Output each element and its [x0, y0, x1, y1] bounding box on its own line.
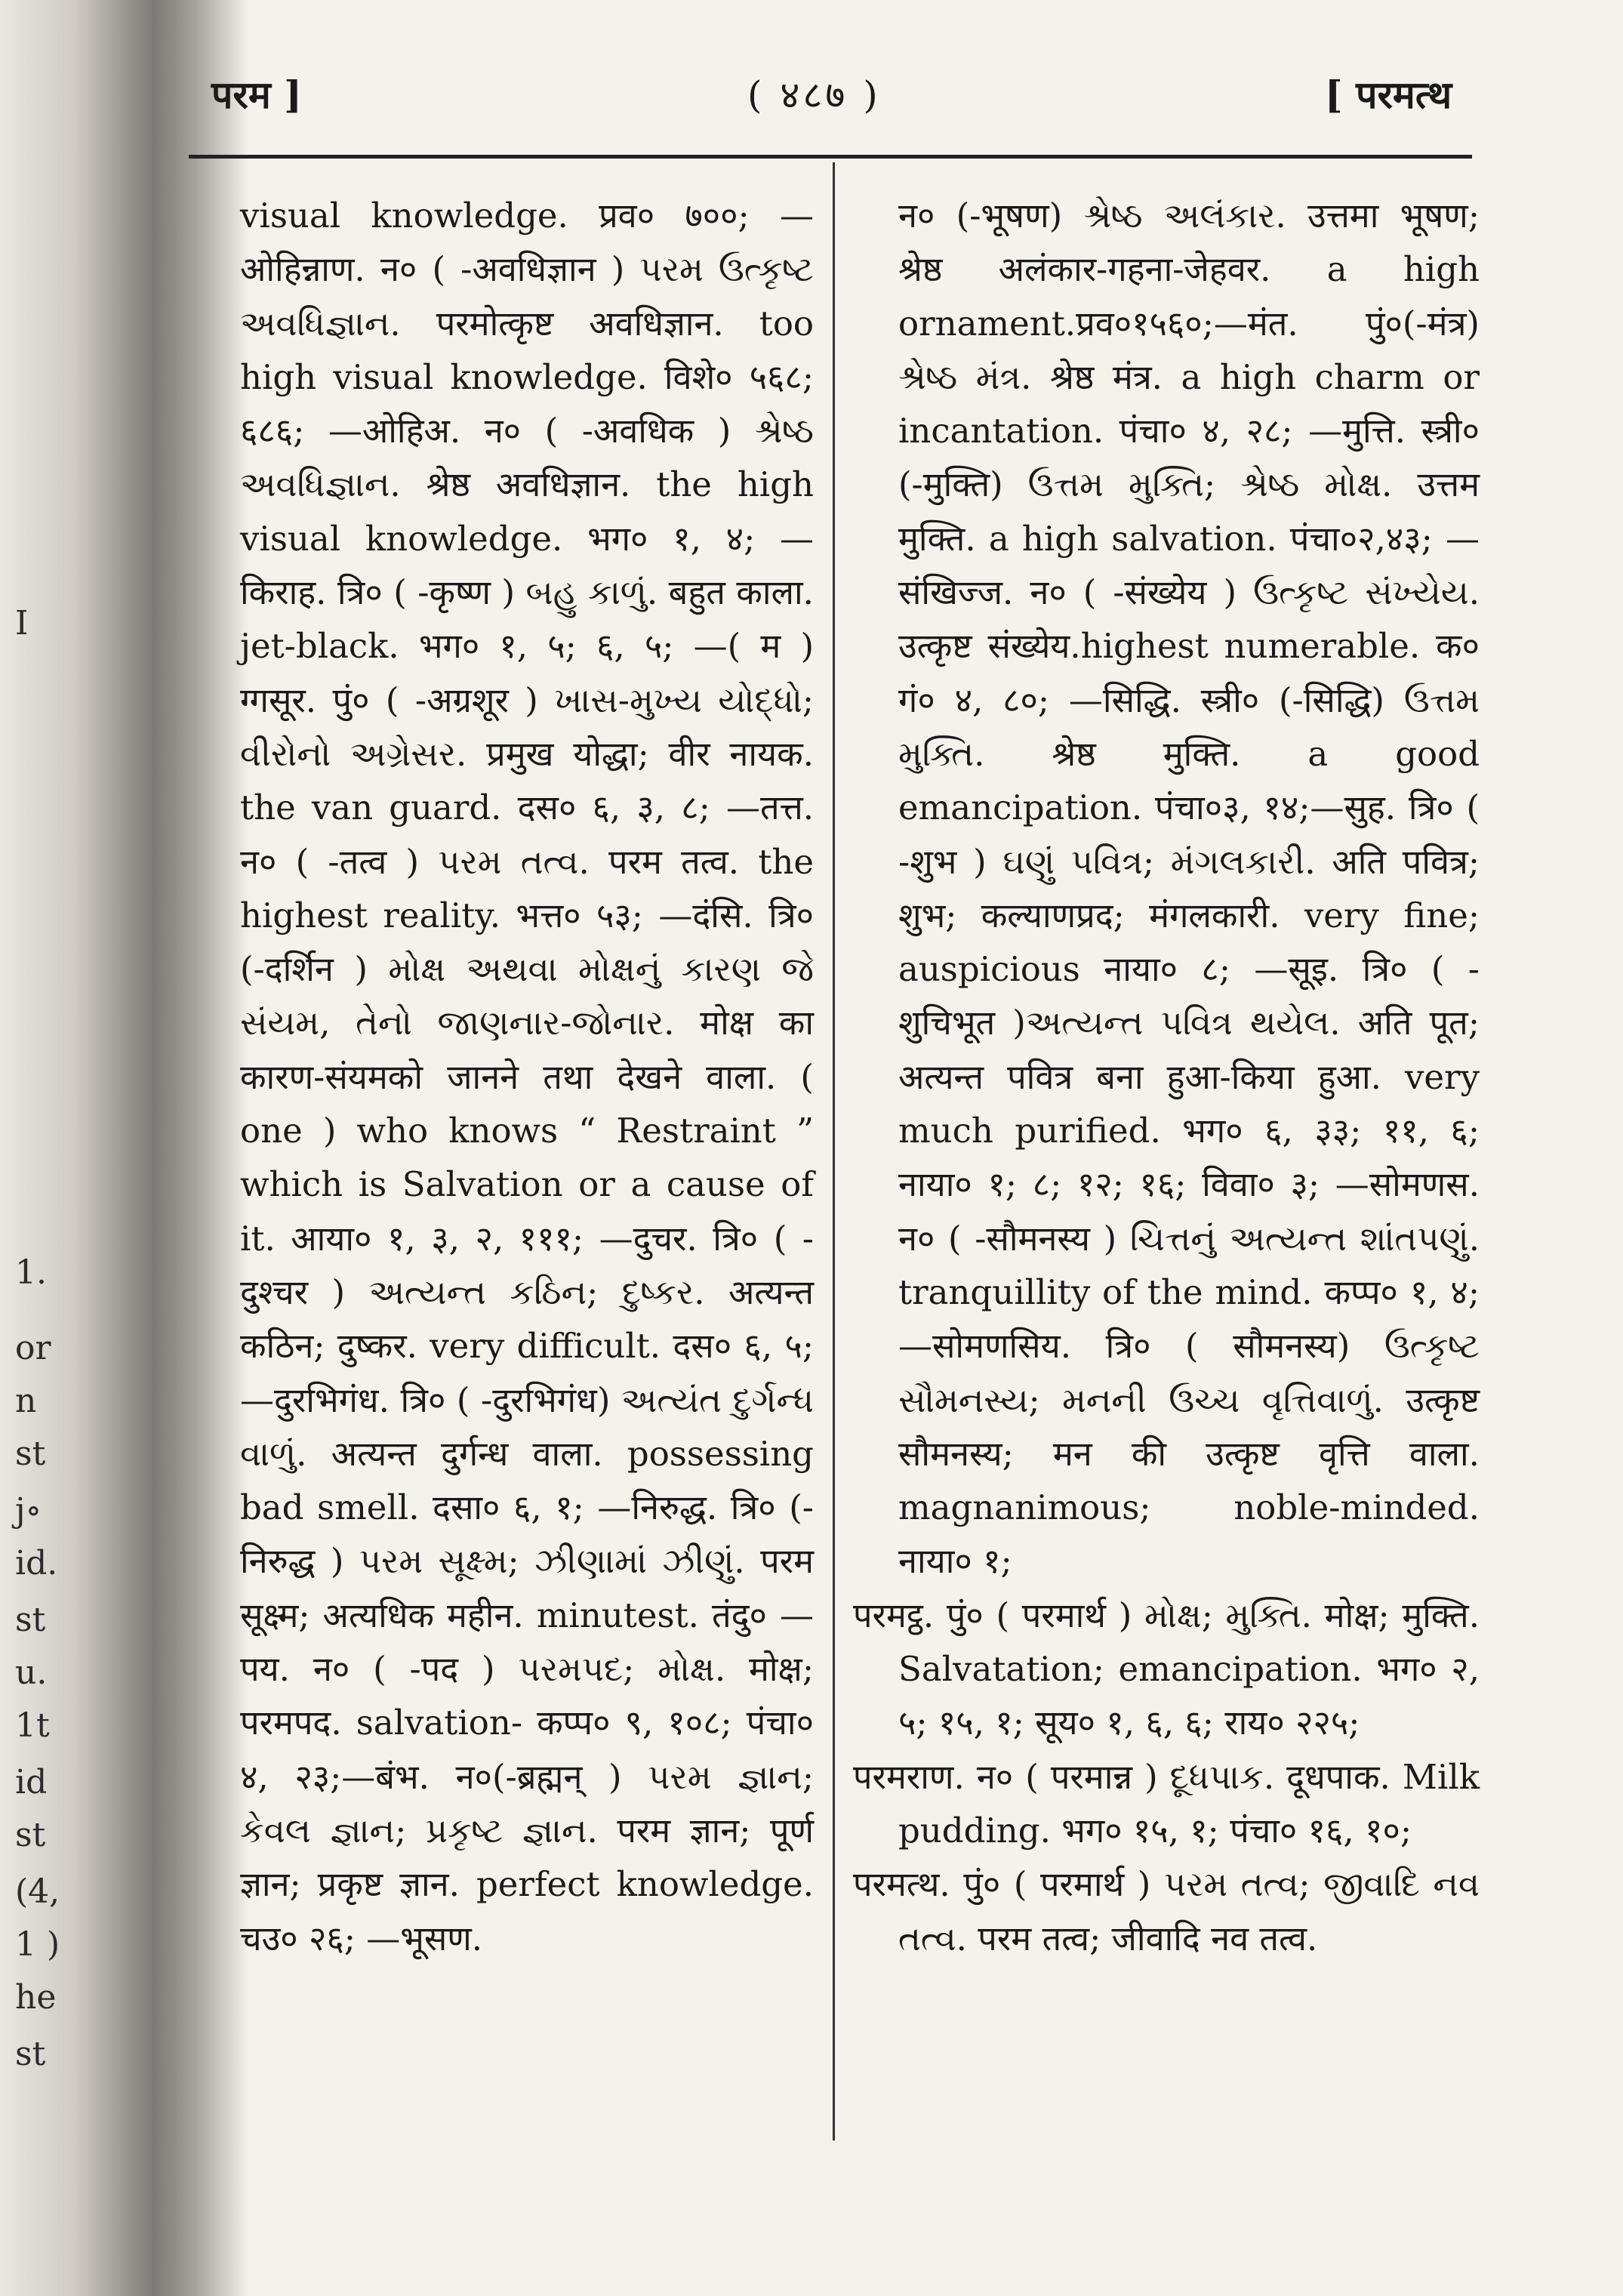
margin-fragment: I — [15, 604, 29, 643]
margin-fragment: id. — [15, 1544, 58, 1583]
margin-fragment: (4, — [15, 1872, 60, 1911]
margin-fragment: j∘ — [15, 1491, 42, 1530]
dictionary-entry: परमत्थ. पुं० ( परमार्थ ) પરમ તત્વ; જીવાદિ નવ તત્વ. परम तत्व; जीवादि नव तत्व. — [853, 1864, 1480, 1959]
header-left-headword: परम ] — [211, 72, 302, 117]
dictionary-text: न० (-भूषण) શ્રેષ્ઠ અલંકાર. उत्तमा भूषण; श्रेष्ठ अलंकार-गहना-जेहवर. a high ornament.प्रव०१५६०;—मंत. पुं०(-मंत्र) શ્રેષ્ઠ મંત્ર. श्रेष्ठ मंत्र. a high charm or incantation. पंचा० ४, २८; —मुत्ति. स्त्री० (-मुक्ति) ઉત્તમ મુક્તિ; શ્રેષ્ઠ મોક્ષ. उत्तम मुक्ति. a high salvation. पंचा०२,४३; —संखिज्ज. न० ( -संख्येय ) ઉત્કૃષ્ટ સંખ્યેય. उत्कृष्ट संख्येय.highest numerable. क० गं० ४, ८०; —सिद्धि. स्त्री० (-सिद्धि) ઉત્તમ મુક્તિ. श्रेष्ठ मुक्ति. a good emancipation. पंचा०३, १४;—सुह. त्रि० ( -शुभ ) ઘણું પવિત્ર; મંગલકારી. अति पवित्र; शुभ; कल्याणप्रद; मंगलकारी. very fine; auspicious नाया० ८; —सूइ. त्रि० ( -शुचिभूत )અત્યન્ત પવિત્ર થયેલ. अति पूत; अत्यन्त पवित्र बना हुआ-किया हुआ. very much purified. भग० ६, ३३; ११, ६; नाया० १; ८; १२; १६; विवा० ३; —सोमणस. न० ( -सौमनस्य ) ચિત્તનું અત્યન્ત શાંતપણું. tranquillity of the mind. कप्प० १, ४; —सोमणसिय. त्रि० ( सौमनस्य) ઉત્કૃષ્ટ સૌમનસ્ય; મનની ઉચ્ચ વૃત્તિવાળું. उत्कृष्ट सौमनस्य; मन की उत्कृष्ट वृत्ति वाला. magnanimous; noble-minded. नाया० १; — [898, 196, 1480, 1582]
margin-fragment: st — [15, 1601, 46, 1639]
page-number: ( ४८७ ) — [747, 73, 881, 117]
margin-fragment: n — [15, 1382, 37, 1420]
column-divider — [833, 162, 835, 2140]
margin-fragment: st — [15, 2035, 46, 2073]
margin-fragment: st — [15, 1816, 46, 1854]
margin-fragment: 1 ) — [15, 1925, 60, 1964]
header-right-headword: [ परमत्थ — [1325, 72, 1452, 117]
margin-fragments — [15, 0, 68, 2296]
dictionary-text: visual knowledge. प्रव० ७००; —ओहिन्नाण. न० ( -अवधिज्ञान ) પરમ ઉત્કૃષ્ટ અવધિજ્ઞાન. परमोत्कृष्ट अवधिज्ञान. too high visual knowledge. विशे० ५६८; ६८६; —ओहिअ. न० ( -अवधिक ) શ્રેષ્ઠ અવધિજ્ઞાન. श्रेष्ठ अवधिज्ञान. the high visual knowledge. भग० १, ४; —किराह. त्रि० ( -कृष्ण ) બહુ કાળું. बहुत काला. jet-black. भग० १, ५; ६, ५; —( म ) ग्गसूर. पुं० ( -अग्रशूर ) ખાસ-મુખ્ય યોદ્ધો; વીરોનો અગ્રેસર. प्रमुख योद्धा; वीर नायक. the van guard. दस० ६, ३, ८; —तत्त. न० ( -तत्व ) પરમ તત્વ. परम तत्व. the highest reality. भत्त० ५३; —दंसि. त्रि० (-दर्शिन ) મોક્ષ અથવા મોક્ષનું કારણ જે સંયમ, તેનો જાણનાર-જોનાર. मोक्ष का कारण-संयमको जानने तथा देखने वाला. ( one ) who knows “ Restraint ” which is Salvation or a cause of it. आया० १, ३, २, १११; —दुचर. त्रि० ( -दुश्चर ) અત્યન્ત કઠિન; દુષ્કર. अत्यन्त कठिन; दुष्कर. very difficult. दस० ६, ५; —दुरभिगंध. त्रि० ( -दुरभिगंध) અત્યંત દુર્ગન્ધ વાળું. अत्यन्त दुर्गन्ध वाला. possessing bad smell. दसा० ६, १; —निरुद्ध. त्रि० (-निरुद्ध ) પરમ સૂક્ષ્મ; ઝીણામાં ઝીણું. परम सूक्ष्म; अत्यधिक महीन. minutest. तंदु० —पय. न० ( -पद ) પરમપદ; મોક્ષ. मोक्ष; परमपद. salvation- कप्प० ९, १०८; पंचा० ४, २३;—बंभ. न०(-ब्रह्मन् ) પરમ જ્ઞાન; કેવલ જ્ઞાન; પ્રકૃષ્ટ જ્ઞાન. परम ज्ञान; पूर्ण ज्ञान; प्रकृष्ट ज्ञान. perfect knowledge. चउ० २६; —भूसण. — [240, 196, 814, 1959]
margin-fragment: id — [15, 1763, 48, 1801]
left-column — [240, 189, 814, 1965]
dictionary-entry: परमराण. न० ( परमान्न ) દૂધપાક. दूधपाक. Milk pudding. भग० १५, १; पंचा० १६, १०; — [853, 1756, 1480, 1851]
margin-fragment: st — [15, 1435, 46, 1473]
margin-fragment: u. — [15, 1653, 48, 1692]
right-column — [853, 189, 1480, 1965]
margin-fragment: he — [15, 1978, 57, 2017]
margin-fragment: 1t — [15, 1706, 50, 1745]
margin-fragment: or — [15, 1329, 51, 1367]
margin-fragment: 1. — [15, 1253, 47, 1292]
dictionary-entry: परमट्ठ. पुं० ( परमार्थ ) મોક્ષ; મુક્તિ. मोक्ष; मुक्ति. Salvatation; emancipation. भग० २, ५; १५, १; सूय० १, ६, ६; राय० २२५; — [853, 1595, 1480, 1743]
header-rule — [189, 155, 1472, 159]
